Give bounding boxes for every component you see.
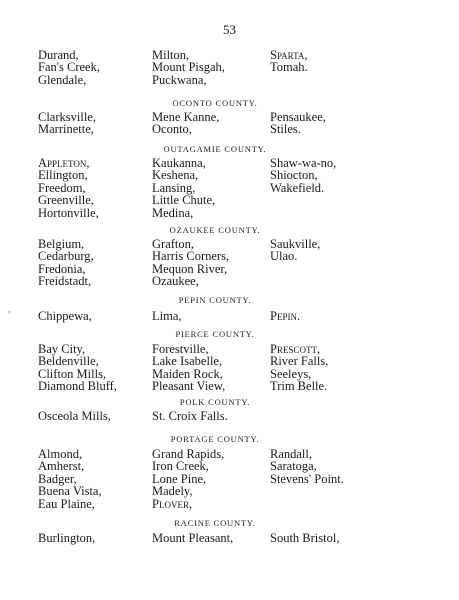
place-name: Pepin. bbox=[270, 309, 301, 323]
place-name: Almond, bbox=[38, 447, 83, 461]
place-name: Freidstadt, bbox=[38, 274, 92, 289]
place-name: Marrinette, bbox=[38, 122, 94, 137]
place-column-1 bbox=[38, 157, 99, 219]
place-name: Cedarburg, bbox=[38, 249, 94, 264]
place-name: South Bristol, bbox=[270, 531, 340, 545]
place-name: Mount Pisgah, bbox=[152, 60, 225, 75]
place-column-1 bbox=[38, 111, 96, 136]
place-name: Lone Pine, bbox=[152, 471, 207, 486]
place-name: Sparta, bbox=[270, 48, 308, 62]
place-name: Plover, bbox=[152, 496, 193, 511]
place-name: Little Chute, bbox=[152, 193, 216, 208]
place-column-3 bbox=[270, 238, 320, 263]
place-name: Appleton, bbox=[38, 156, 90, 170]
place-column-1 bbox=[38, 532, 95, 544]
place-column-2 bbox=[152, 49, 225, 86]
county-heading: OUTAGAMIE COUNTY. bbox=[163, 144, 267, 154]
place-name: Burlington, bbox=[38, 531, 96, 545]
county-heading: PEPIN COUNTY. bbox=[178, 295, 252, 305]
place-name: Lima, bbox=[152, 309, 182, 323]
place-name: Pleasant View, bbox=[152, 379, 226, 394]
place-name: Saukville, bbox=[270, 237, 321, 251]
place-name: Fredonia, bbox=[38, 261, 86, 276]
place-name: Hortonville, bbox=[38, 205, 99, 220]
place-name: Chippewa, bbox=[38, 309, 92, 323]
place-column-1 bbox=[38, 448, 102, 510]
place-name: Badger, bbox=[38, 471, 77, 486]
place-name: Saratoga, bbox=[270, 459, 317, 474]
place-name: Lansing, bbox=[152, 180, 196, 195]
place-column-3 bbox=[270, 532, 339, 544]
place-column-3 bbox=[270, 448, 344, 485]
place-name: Seeleys, bbox=[270, 366, 312, 381]
place-column-3 bbox=[270, 157, 336, 194]
place-column-1 bbox=[38, 343, 117, 393]
place-name: Ulao. bbox=[270, 249, 298, 264]
county-heading: POLK COUNTY. bbox=[179, 397, 251, 407]
place-column-3 bbox=[270, 111, 326, 136]
place-name: Randall, bbox=[270, 447, 313, 461]
place-column-1 bbox=[38, 238, 94, 288]
place-name: Osceola Mills, bbox=[38, 409, 111, 423]
place-name: Medina, bbox=[152, 205, 194, 220]
place-name: Maiden Rock, bbox=[152, 366, 223, 381]
place-name: Ozaukee, bbox=[152, 274, 199, 289]
place-column-1 bbox=[38, 310, 92, 322]
place-name: St. Croix Falls. bbox=[152, 409, 228, 423]
place-name: Pensaukee, bbox=[270, 110, 326, 124]
place-name: Diamond Bluff, bbox=[38, 379, 117, 394]
place-column-2 bbox=[152, 310, 182, 322]
place-name: Belgium, bbox=[38, 237, 85, 251]
county-heading: PORTAGE COUNTY. bbox=[170, 434, 260, 444]
place-name: Shaw-wa-no, bbox=[270, 156, 337, 170]
place-name: Grafton, bbox=[152, 237, 194, 251]
place-column-3 bbox=[270, 49, 308, 74]
place-column-2 bbox=[152, 111, 219, 136]
margin-mark: ᵒ bbox=[8, 308, 11, 318]
place-name: Mene Kanne, bbox=[152, 110, 220, 124]
place-column-2 bbox=[152, 410, 228, 422]
place-column-3 bbox=[270, 343, 328, 393]
place-name: Beldenville, bbox=[38, 354, 99, 369]
place-name: Amherst, bbox=[38, 459, 85, 474]
place-column-2 bbox=[152, 448, 224, 510]
place-name: Oconto, bbox=[152, 122, 192, 137]
place-name: Buena Vista, bbox=[38, 484, 102, 499]
county-heading: PIERCE COUNTY. bbox=[175, 329, 255, 339]
place-name: Iron Creek, bbox=[152, 459, 209, 474]
place-name: Ellington, bbox=[38, 168, 88, 183]
place-column-2 bbox=[152, 343, 225, 393]
place-column-2 bbox=[152, 157, 215, 219]
place-name: Freedom, bbox=[38, 180, 86, 195]
county-heading: OCONTO COUNTY. bbox=[172, 98, 258, 108]
place-column-1 bbox=[38, 49, 100, 86]
place-name: Madely, bbox=[152, 484, 193, 499]
place-column-2 bbox=[152, 238, 229, 288]
place-name: Mount Pleasant, bbox=[152, 531, 234, 545]
place-name: Glendale, bbox=[38, 72, 87, 87]
page-number: 53 bbox=[223, 22, 236, 37]
place-name: Trim Belle. bbox=[270, 379, 328, 394]
place-name: Puckwana, bbox=[152, 72, 207, 87]
place-name: Stevens' Point. bbox=[270, 471, 344, 486]
place-name: Grand Rapids, bbox=[152, 447, 225, 461]
place-name: Durand, bbox=[38, 48, 79, 62]
place-name: Fan's Creek, bbox=[38, 60, 100, 75]
place-column-2 bbox=[152, 532, 233, 544]
place-name: Tomah. bbox=[270, 60, 308, 75]
place-name: Mequon River, bbox=[152, 261, 228, 276]
place-name: Stiles. bbox=[270, 122, 301, 137]
place-name: Forestville, bbox=[152, 342, 209, 356]
county-heading: RACINE COUNTY. bbox=[174, 518, 256, 528]
place-name: Shiocton, bbox=[270, 168, 318, 183]
place-name: Kaukanna, bbox=[152, 156, 206, 170]
place-name: Lake Isabelle, bbox=[152, 354, 223, 369]
place-column-1 bbox=[38, 410, 111, 422]
county-heading: OZAUKEE COUNTY. bbox=[169, 225, 261, 235]
place-name: Bay City, bbox=[38, 342, 86, 356]
place-name: River Falls, bbox=[270, 354, 329, 369]
place-name: Greenville, bbox=[38, 193, 94, 208]
place-name: Clarksville, bbox=[38, 110, 96, 124]
place-name: Milton, bbox=[152, 48, 190, 62]
place-column-3 bbox=[270, 310, 300, 322]
place-name: Prescott, bbox=[270, 342, 321, 356]
place-name: Clifton Mills, bbox=[38, 366, 107, 381]
place-name: Eau Plaine, bbox=[38, 496, 95, 511]
place-name: Harris Corners, bbox=[152, 249, 230, 264]
place-name: Keshena, bbox=[152, 168, 199, 183]
place-name: Wakefield. bbox=[270, 180, 325, 195]
